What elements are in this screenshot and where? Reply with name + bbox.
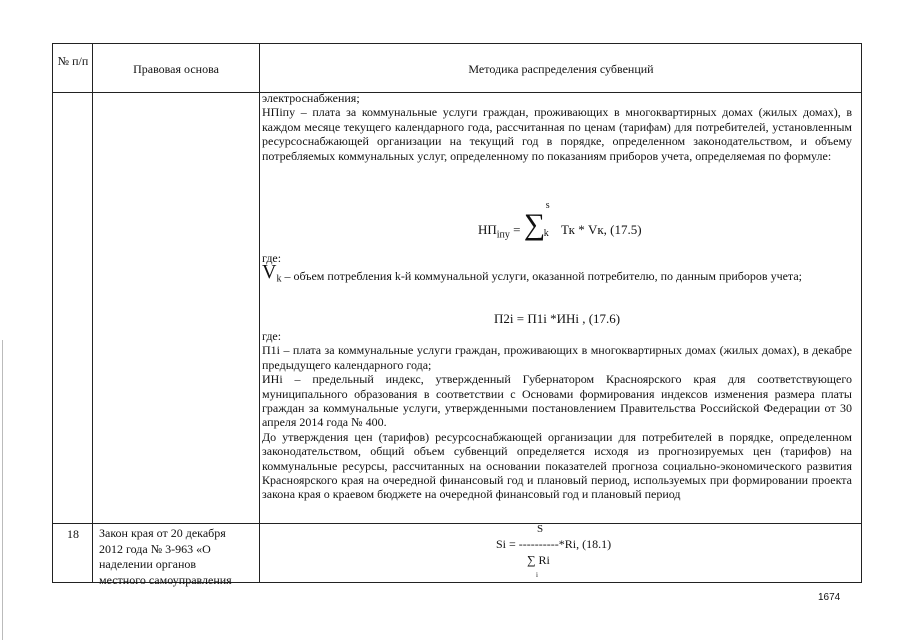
formula-17-5: [478, 200, 642, 241]
text-para-npipu: НПiпу – плата за коммунальные услуги граждан, проживающих в многоквартирных домах (жилых домах), в каждом месяце текущего календарного года, рассчитанная по ценам (тарифам) для потребителей, установленным ресурсоснабжающей организации на текущий год в порядке, определенном законодательством, и объему потребляемых коммунальных услуг, определенному по показаниям приборов учета, определяемая по формуле:: [262, 105, 852, 163]
methodology-text-top: [262, 91, 852, 163]
where-label-2: где:: [262, 329, 282, 343]
col-divider-1: [92, 43, 93, 583]
vk-symbol: V: [262, 261, 277, 283]
formula-18-1-top: S: [537, 523, 544, 535]
formula-np: НП: [478, 222, 497, 237]
text-para-tariffs: До утверждения цен (тарифов) ресурсоснабжающей организации для потребителей в порядке, определенном законодательством, общий объем субвенций определяется исходя из прогнозируемых цен (тарифов) на коммунальные ресурсы, рассчитанных на основании показателей прогноза социально-экономического развития Красноярского края на очередной финансовый год и плановый период, используемых при формировании проекта закона края о краевом бюджете на очередной финансовый год и плановый период: [262, 429, 852, 502]
text-line-electro: электроснабжения;: [262, 91, 360, 105]
formula-18-1: Si = ----------*Ri, (18.1): [496, 537, 612, 551]
law-line-4: местного самоуправления: [99, 572, 232, 587]
formula-sub-ipu: iпу: [496, 229, 510, 241]
row18-law: [99, 526, 259, 588]
formula-18-1-sum: ∑ Ri: [527, 553, 550, 567]
formula-rest: Тк * Vк, (17.5): [561, 222, 642, 237]
header-methodology: Методика распределения субвенций: [468, 62, 654, 76]
methodology-text-bottom: [262, 329, 852, 502]
header-num: № п/п: [57, 54, 89, 68]
formula-eq: =: [513, 222, 521, 237]
header-legal-basis: Правовая основа: [133, 62, 219, 76]
text-para-ini: ИНi – предельный индекс, утвержденный Губернатором Красноярского края для соответствующего муниципального образования в соответствии с Основами формирования индексов изменения размера платы граждан за коммунальные услуги, утвержденными постановлением Правительства Российской Федерации от 30 апреля 2014 года № 400.: [262, 372, 852, 430]
formula-sup-s: s: [545, 200, 550, 211]
vk-sub: k: [276, 273, 282, 285]
formula-17-6: П2i = П1i *ИНi , (17.6): [494, 311, 621, 326]
sigma-icon: ∑: [523, 208, 546, 241]
col-divider-2: [259, 43, 260, 583]
page-number: 1674: [818, 592, 841, 603]
where-label-1: где:: [262, 251, 282, 265]
formula-18-1-i: i: [536, 571, 538, 579]
scan-margin-line: [2, 340, 3, 640]
law-line-2: 2012 года № 3-963 «О: [99, 541, 211, 556]
row18-number: 18: [67, 527, 79, 541]
vk-definition: [262, 261, 854, 287]
vk-text: – объем потребления k-й коммунальной услуги, оказанной потребителю, по данным приборов учета;: [284, 269, 802, 283]
law-line-3: наделении органов: [99, 557, 197, 571]
text-para-p1i: П1i – плата за коммунальные услуги граждан, проживающих в многоквартирных домах (жилых домах), в декабре предыдущего календарного года;: [262, 343, 852, 372]
formula-sub-k: k: [543, 228, 549, 239]
law-line-1: Закон края от 20 декабря: [99, 526, 226, 540]
row18-divider: [52, 523, 862, 524]
